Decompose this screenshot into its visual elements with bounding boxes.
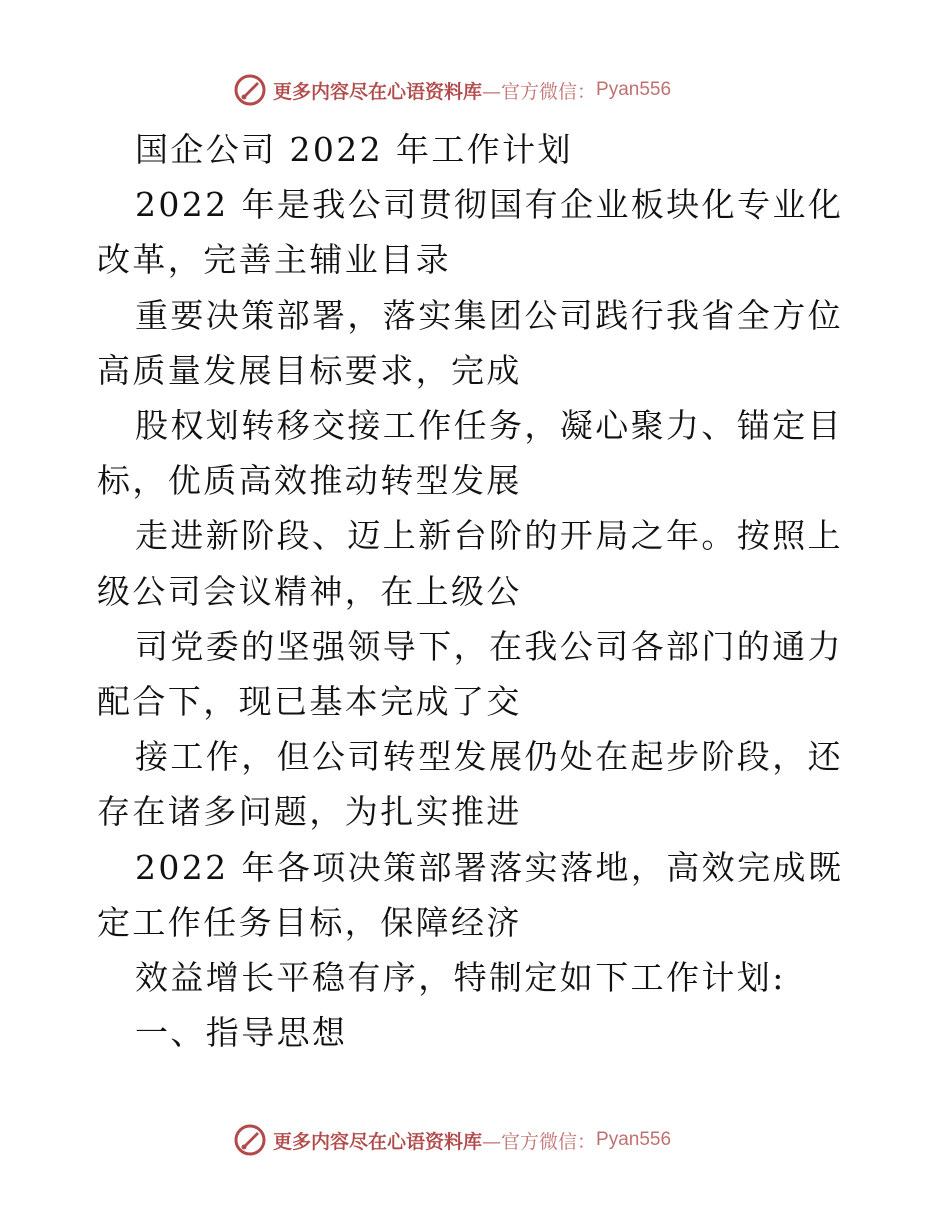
quill-circle-icon	[233, 73, 267, 107]
watermark-suffix: —官方微信：	[482, 1130, 597, 1153]
watermark-suffix: —官方微信：	[482, 80, 597, 103]
document-body	[97, 122, 857, 1060]
paragraph: 国企公司 2022 年工作计划	[135, 130, 573, 169]
watermark-footer	[233, 1122, 671, 1158]
quill-circle-icon	[233, 1123, 267, 1157]
watermark-handle: Pyan556	[596, 79, 672, 100]
paragraph: 走进新阶段、迈上新台阶的开局之年。按照上级公司会议精神，在上级公	[97, 516, 843, 611]
paragraph: 效益增长平稳有序，特制定如下工作计划:	[135, 958, 786, 998]
watermark-prefix: 更多内容尽在心语资料库	[273, 1130, 483, 1153]
paragraph: 司党委的坚强领导下，在我公司各部门的通力配合下，现已基本完成了交	[97, 626, 843, 722]
section-heading: 一、指导思想	[135, 1013, 348, 1053]
paragraph: 2022 年是我公司贯彻国有企业板块化专业化改革，完善主辅业目录	[97, 185, 844, 280]
paragraph: 接工作，但公司转型发展仍处在起步阶段，还存在诸多问题，为扎实推进	[97, 737, 843, 832]
watermark-header	[233, 72, 671, 108]
paragraph: 2022 年各项决策部署落实落地，高效完成既定工作任务目标，保障经济	[97, 847, 844, 942]
watermark-handle: Pyan556	[596, 1129, 672, 1150]
paragraph: 股权划转移交接工作任务，凝心聚力、锚定目标，优质高效推动转型发展	[97, 406, 843, 501]
watermark-prefix: 更多内容尽在心语资料库	[273, 80, 483, 103]
paragraph: 重要决策部署，落实集团公司践行我省全方位高质量发展目标要求，完成	[97, 295, 843, 390]
